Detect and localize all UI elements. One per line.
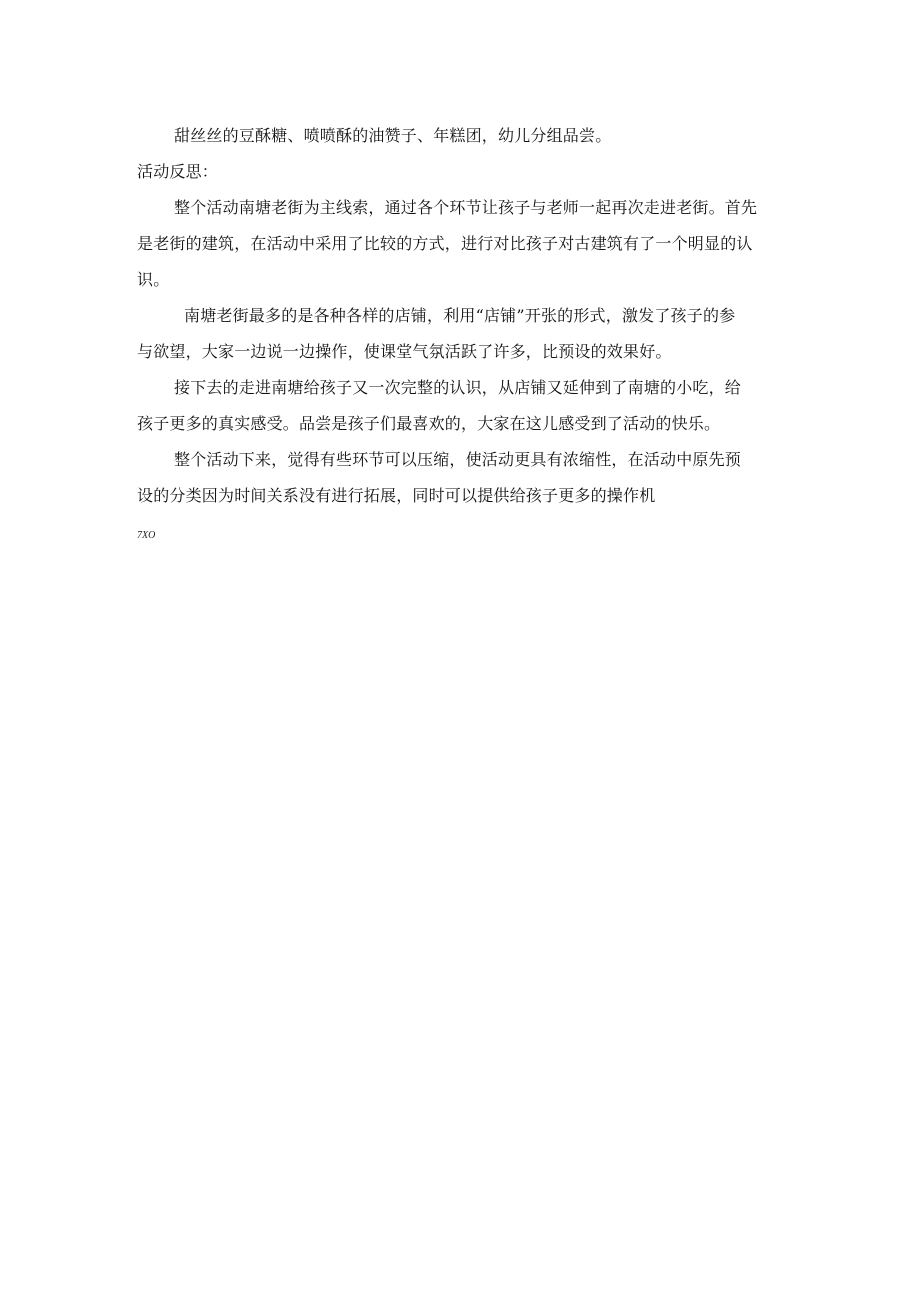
text-line-1: 甜丝丝的豆酥糖、喷喷酥的油赞子、年糕团，幼儿分组品尝。 — [174, 126, 612, 145]
text-line-7: 与欲望，大家一边说一边操作，使课堂气氛活跃了许多，比预设的效果好。 — [137, 342, 672, 361]
text-line-6: 南塘老街最多的是各种各样的店铺，利用“店铺”开张的形式，激发了孩子的参 — [184, 306, 736, 325]
footer-mark: 7XO — [137, 530, 156, 541]
text-line-5: 识。 — [137, 270, 170, 289]
section-heading-reflection: 活动反思： — [137, 162, 219, 181]
text-line-4: 是老街的建筑，在活动中采用了比较的方式，进行对比孩子对古建筑有了一个明显的认 — [137, 234, 753, 253]
text-line-11: 设的分类因为时间关系没有进行拓展，同时可以提供给孩子更多的操作机 — [137, 486, 656, 505]
text-line-9: 孩子更多的真实感受。品尝是孩子们最喜欢的，大家在这儿感受到了活动的快乐。 — [137, 414, 721, 433]
text-line-10: 整个活动下来，觉得有些环节可以压缩，使活动更具有浓缩性，在活动中原先预 — [174, 450, 742, 469]
text-line-8: 接下去的走进南塘给孩子又一次完整的认识，从店铺又延伸到了南塘的小吃，给 — [174, 378, 742, 397]
text-line-3: 整个活动南塘老街为主线索，通过各个环节让孩子与老师一起再次走进老街。首先 — [174, 198, 758, 217]
